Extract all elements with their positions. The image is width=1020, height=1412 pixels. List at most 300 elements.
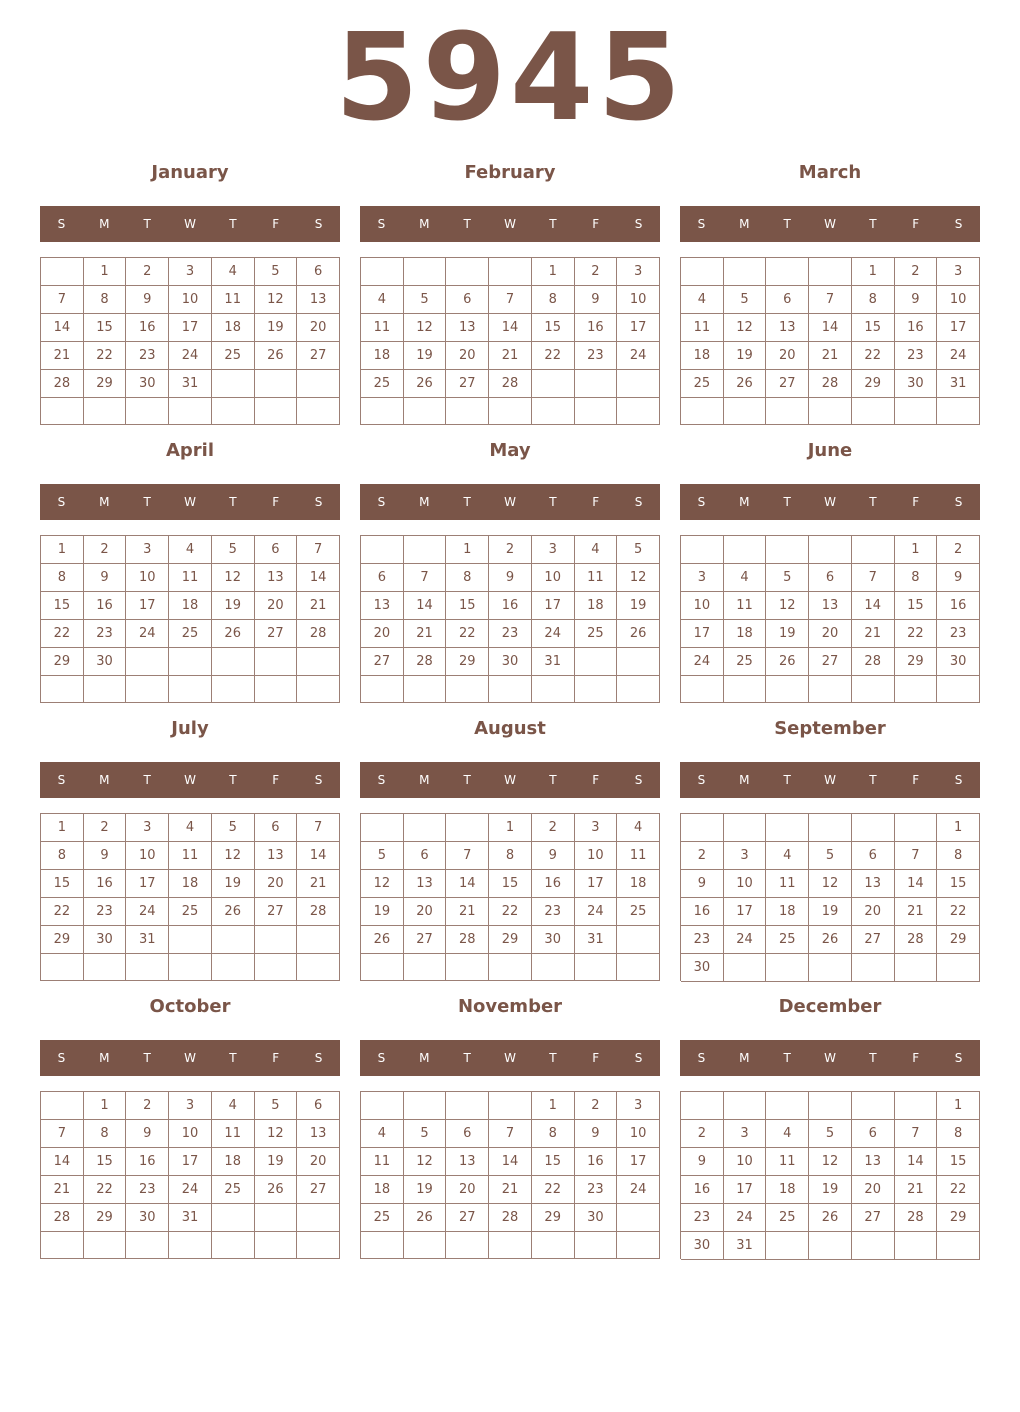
weekday-label: S	[314, 495, 323, 509]
day-cell	[169, 926, 212, 954]
day-cell: 22	[84, 1176, 127, 1204]
weekday-label: W	[184, 217, 196, 231]
day-cell: 22	[489, 898, 532, 926]
weekday-label: S	[954, 495, 963, 509]
weekday-label: T	[143, 1051, 151, 1065]
day-cell	[126, 676, 169, 703]
month-title: June	[807, 440, 853, 461]
day-cell: 8	[937, 842, 980, 870]
weekday-label: W	[184, 495, 196, 509]
day-cell: 12	[255, 286, 298, 314]
day-cell: 27	[852, 1204, 895, 1232]
day-cell: 20	[361, 620, 404, 648]
day-cell: 22	[937, 1176, 980, 1204]
day-cell: 29	[852, 370, 895, 398]
day-cell: 25	[681, 370, 724, 398]
weekday-header	[40, 762, 340, 798]
day-cell: 25	[724, 648, 767, 676]
day-cell: 16	[937, 592, 980, 620]
day-cell: 13	[297, 1120, 340, 1148]
day-cell	[126, 648, 169, 676]
month-march	[680, 160, 980, 430]
day-cell	[404, 676, 447, 703]
day-cell: 13	[255, 842, 298, 870]
day-cell: 10	[169, 1120, 212, 1148]
weekday-label: T	[463, 773, 471, 787]
day-cell: 3	[617, 1092, 660, 1120]
day-cell: 27	[446, 1204, 489, 1232]
day-cell: 9	[681, 1148, 724, 1176]
day-cell: 10	[937, 286, 980, 314]
weekday-header	[680, 206, 980, 242]
weekday-label: F	[912, 495, 920, 509]
day-cell	[766, 1092, 809, 1120]
month-title: May	[489, 440, 531, 461]
day-cell: 18	[724, 620, 767, 648]
day-cell: 18	[361, 1176, 404, 1204]
weekday-label: S	[634, 495, 643, 509]
day-cell: 14	[895, 870, 938, 898]
day-cell: 5	[404, 286, 447, 314]
day-cell: 1	[895, 536, 938, 564]
day-cell: 12	[255, 1120, 298, 1148]
day-cell: 21	[895, 898, 938, 926]
day-cell	[255, 926, 298, 954]
day-cell: 9	[126, 1120, 169, 1148]
day-cell: 15	[41, 870, 84, 898]
day-cell	[617, 926, 660, 954]
day-cell: 14	[852, 592, 895, 620]
day-cell: 19	[361, 898, 404, 926]
day-cell	[895, 1232, 938, 1260]
day-cell: 22	[852, 342, 895, 370]
day-grid	[40, 535, 340, 703]
weekday-label: F	[912, 217, 920, 231]
day-cell	[361, 1092, 404, 1120]
day-cell: 22	[895, 620, 938, 648]
day-cell	[575, 954, 618, 981]
day-cell: 21	[852, 620, 895, 648]
day-cell: 26	[617, 620, 660, 648]
day-cell: 12	[212, 564, 255, 592]
day-cell: 13	[852, 1148, 895, 1176]
weekday-label: T	[549, 217, 557, 231]
day-cell: 16	[681, 1176, 724, 1204]
weekday-label: M	[739, 495, 750, 509]
day-cell	[297, 1232, 340, 1259]
weekday-label: S	[314, 773, 323, 787]
weekday-label: T	[229, 773, 237, 787]
day-cell: 22	[84, 342, 127, 370]
day-cell	[297, 648, 340, 676]
weekday-label: F	[592, 773, 600, 787]
day-grid	[360, 257, 660, 425]
day-cell: 14	[489, 314, 532, 342]
day-cell: 29	[41, 926, 84, 954]
day-cell	[489, 398, 532, 425]
day-cell	[766, 536, 809, 564]
day-cell	[255, 648, 298, 676]
day-cell: 14	[404, 592, 447, 620]
day-cell: 4	[617, 814, 660, 842]
day-cell: 8	[895, 564, 938, 592]
day-cell: 21	[41, 342, 84, 370]
day-cell	[895, 398, 938, 425]
day-cell: 26	[212, 898, 255, 926]
day-cell: 18	[766, 898, 809, 926]
weekday-header	[680, 484, 980, 520]
day-cell: 31	[937, 370, 980, 398]
day-cell	[126, 398, 169, 425]
day-cell	[895, 814, 938, 842]
weekday-header	[40, 206, 340, 242]
day-cell: 7	[895, 1120, 938, 1148]
day-cell: 13	[255, 564, 298, 592]
day-cell: 26	[212, 620, 255, 648]
day-cell: 4	[724, 564, 767, 592]
weekday-label: F	[592, 1051, 600, 1065]
day-cell: 28	[404, 648, 447, 676]
day-cell: 19	[404, 342, 447, 370]
day-cell: 25	[575, 620, 618, 648]
day-cell: 13	[297, 286, 340, 314]
day-cell	[212, 398, 255, 425]
day-cell: 5	[809, 1120, 852, 1148]
weekday-label: M	[99, 1051, 110, 1065]
day-cell: 18	[575, 592, 618, 620]
weekday-label: S	[377, 1051, 386, 1065]
day-cell: 21	[446, 898, 489, 926]
day-cell	[809, 536, 852, 564]
day-grid	[40, 257, 340, 425]
weekday-label: M	[419, 217, 430, 231]
day-cell: 10	[724, 1148, 767, 1176]
day-cell: 8	[84, 286, 127, 314]
day-cell: 8	[84, 1120, 127, 1148]
day-cell	[852, 1232, 895, 1260]
weekday-label: T	[143, 495, 151, 509]
day-cell: 17	[724, 1176, 767, 1204]
weekday-header	[360, 206, 660, 242]
day-cell: 24	[681, 648, 724, 676]
day-cell: 4	[212, 258, 255, 286]
day-cell	[41, 1232, 84, 1259]
day-cell: 9	[84, 564, 127, 592]
weekday-label: S	[314, 1051, 323, 1065]
day-cell: 24	[617, 342, 660, 370]
weekday-header	[40, 484, 340, 520]
day-cell: 5	[404, 1120, 447, 1148]
day-cell: 28	[489, 370, 532, 398]
day-cell: 14	[446, 870, 489, 898]
day-cell	[446, 954, 489, 981]
day-cell	[852, 536, 895, 564]
day-cell	[575, 370, 618, 398]
day-cell	[681, 1092, 724, 1120]
day-cell: 14	[809, 314, 852, 342]
day-cell: 15	[84, 1148, 127, 1176]
month-title: February	[464, 162, 556, 183]
day-cell	[212, 676, 255, 703]
day-cell	[212, 370, 255, 398]
day-cell: 28	[809, 370, 852, 398]
weekday-label: M	[739, 773, 750, 787]
day-cell: 30	[84, 926, 127, 954]
day-cell: 12	[766, 592, 809, 620]
weekday-label: S	[954, 773, 963, 787]
day-cell: 16	[681, 898, 724, 926]
day-cell: 25	[212, 342, 255, 370]
day-cell: 11	[169, 564, 212, 592]
day-cell: 24	[724, 926, 767, 954]
weekday-label: F	[912, 773, 920, 787]
day-cell	[809, 398, 852, 425]
day-cell	[255, 398, 298, 425]
day-cell: 11	[724, 592, 767, 620]
day-cell: 10	[532, 564, 575, 592]
weekday-label: S	[697, 217, 706, 231]
day-cell: 10	[126, 564, 169, 592]
day-cell	[361, 536, 404, 564]
day-cell	[404, 954, 447, 981]
day-cell	[446, 258, 489, 286]
day-cell: 27	[809, 648, 852, 676]
day-cell: 28	[489, 1204, 532, 1232]
day-cell: 23	[126, 342, 169, 370]
day-cell: 28	[446, 926, 489, 954]
day-cell	[852, 676, 895, 703]
day-cell: 11	[212, 1120, 255, 1148]
day-cell	[212, 954, 255, 981]
day-cell: 20	[766, 342, 809, 370]
day-cell	[489, 258, 532, 286]
day-cell: 23	[895, 342, 938, 370]
day-cell: 14	[895, 1148, 938, 1176]
month-title: September	[774, 718, 886, 739]
day-cell: 8	[41, 842, 84, 870]
day-cell	[41, 954, 84, 981]
day-cell	[169, 954, 212, 981]
day-cell	[575, 398, 618, 425]
month-july	[40, 716, 340, 986]
day-cell	[404, 258, 447, 286]
day-cell: 18	[617, 870, 660, 898]
weekday-label: W	[824, 1051, 836, 1065]
day-cell: 6	[297, 258, 340, 286]
day-cell: 18	[169, 870, 212, 898]
day-cell	[446, 676, 489, 703]
weekday-label: W	[184, 1051, 196, 1065]
day-cell: 4	[681, 286, 724, 314]
day-cell: 24	[126, 898, 169, 926]
day-cell: 4	[361, 286, 404, 314]
day-cell: 6	[852, 1120, 895, 1148]
day-cell: 20	[297, 1148, 340, 1176]
day-cell: 3	[617, 258, 660, 286]
day-cell	[532, 370, 575, 398]
day-cell: 15	[446, 592, 489, 620]
day-cell	[724, 954, 767, 982]
day-cell: 3	[681, 564, 724, 592]
day-cell	[766, 954, 809, 982]
day-cell: 24	[169, 1176, 212, 1204]
day-cell	[489, 1232, 532, 1259]
day-cell: 7	[297, 814, 340, 842]
day-cell	[169, 676, 212, 703]
day-cell	[852, 398, 895, 425]
weekday-label: W	[824, 773, 836, 787]
day-cell	[404, 814, 447, 842]
day-cell: 6	[255, 536, 298, 564]
day-cell: 15	[489, 870, 532, 898]
day-cell: 12	[724, 314, 767, 342]
day-cell	[809, 258, 852, 286]
day-cell: 25	[169, 898, 212, 926]
weekday-header	[360, 484, 660, 520]
day-cell	[617, 648, 660, 676]
day-cell: 25	[169, 620, 212, 648]
day-cell: 6	[446, 286, 489, 314]
weekday-label: T	[229, 1051, 237, 1065]
day-cell: 11	[681, 314, 724, 342]
day-cell	[361, 258, 404, 286]
day-cell: 16	[532, 870, 575, 898]
day-cell	[575, 648, 618, 676]
day-cell: 4	[766, 842, 809, 870]
day-cell: 2	[681, 1120, 724, 1148]
day-cell: 22	[937, 898, 980, 926]
weekday-label: T	[143, 217, 151, 231]
day-cell: 24	[126, 620, 169, 648]
day-cell: 28	[895, 1204, 938, 1232]
weekday-label: S	[954, 1051, 963, 1065]
day-cell: 18	[361, 342, 404, 370]
weekday-label: W	[184, 773, 196, 787]
day-grid	[680, 1091, 980, 1259]
weekday-label: S	[314, 217, 323, 231]
weekday-label: W	[824, 217, 836, 231]
day-cell: 22	[532, 342, 575, 370]
day-cell: 26	[361, 926, 404, 954]
day-cell: 30	[575, 1204, 618, 1232]
day-cell	[212, 1232, 255, 1259]
weekday-label: S	[57, 1051, 66, 1065]
month-november	[360, 994, 660, 1264]
day-cell: 4	[169, 814, 212, 842]
day-cell: 19	[809, 898, 852, 926]
weekday-label: W	[504, 773, 516, 787]
day-cell: 21	[297, 870, 340, 898]
day-cell: 30	[489, 648, 532, 676]
day-cell: 9	[489, 564, 532, 592]
month-april	[40, 438, 340, 708]
day-cell	[255, 676, 298, 703]
day-cell: 22	[41, 898, 84, 926]
day-cell: 13	[361, 592, 404, 620]
day-cell: 7	[297, 536, 340, 564]
day-cell: 5	[809, 842, 852, 870]
day-cell	[297, 926, 340, 954]
day-cell: 25	[617, 898, 660, 926]
day-cell: 27	[446, 370, 489, 398]
weekday-label: S	[954, 217, 963, 231]
day-cell: 29	[937, 1204, 980, 1232]
day-cell	[532, 676, 575, 703]
month-january	[40, 160, 340, 430]
weekday-label: M	[419, 495, 430, 509]
day-cell: 10	[724, 870, 767, 898]
day-cell: 6	[766, 286, 809, 314]
day-cell: 11	[361, 314, 404, 342]
day-cell	[724, 258, 767, 286]
day-cell	[766, 398, 809, 425]
day-cell	[297, 370, 340, 398]
day-cell: 13	[809, 592, 852, 620]
day-cell	[532, 1232, 575, 1259]
weekday-label: M	[99, 495, 110, 509]
day-cell: 5	[617, 536, 660, 564]
day-cell: 11	[361, 1148, 404, 1176]
day-cell: 7	[489, 1120, 532, 1148]
day-cell: 9	[681, 870, 724, 898]
day-cell: 9	[532, 842, 575, 870]
day-cell: 11	[766, 870, 809, 898]
day-cell: 29	[84, 1204, 127, 1232]
day-cell: 5	[212, 814, 255, 842]
day-cell: 19	[809, 1176, 852, 1204]
day-cell	[446, 814, 489, 842]
day-cell: 11	[212, 286, 255, 314]
weekday-label: T	[783, 773, 791, 787]
day-cell: 24	[575, 898, 618, 926]
weekday-label: S	[697, 1051, 706, 1065]
weekday-label: F	[272, 1051, 280, 1065]
day-cell: 5	[361, 842, 404, 870]
weekday-label: T	[463, 217, 471, 231]
day-cell	[297, 676, 340, 703]
month-title: March	[798, 162, 862, 183]
day-cell: 24	[724, 1204, 767, 1232]
weekday-label: F	[272, 773, 280, 787]
day-cell: 12	[361, 870, 404, 898]
day-cell	[766, 676, 809, 703]
day-cell: 23	[532, 898, 575, 926]
day-cell: 28	[297, 620, 340, 648]
day-cell	[404, 1092, 447, 1120]
day-cell: 13	[446, 1148, 489, 1176]
day-cell: 26	[255, 1176, 298, 1204]
weekday-label: T	[869, 1051, 877, 1065]
day-cell: 12	[617, 564, 660, 592]
weekday-label: T	[143, 773, 151, 787]
weekday-label: M	[419, 1051, 430, 1065]
day-cell: 7	[852, 564, 895, 592]
day-cell: 15	[937, 1148, 980, 1176]
day-cell: 24	[937, 342, 980, 370]
day-cell	[809, 814, 852, 842]
day-cell	[446, 398, 489, 425]
day-cell: 23	[489, 620, 532, 648]
day-cell	[852, 1092, 895, 1120]
day-cell: 9	[575, 286, 618, 314]
day-cell	[41, 258, 84, 286]
day-cell: 2	[84, 536, 127, 564]
day-cell: 15	[41, 592, 84, 620]
day-cell	[617, 398, 660, 425]
day-grid	[360, 1091, 660, 1259]
day-cell: 21	[895, 1176, 938, 1204]
day-cell: 2	[532, 814, 575, 842]
